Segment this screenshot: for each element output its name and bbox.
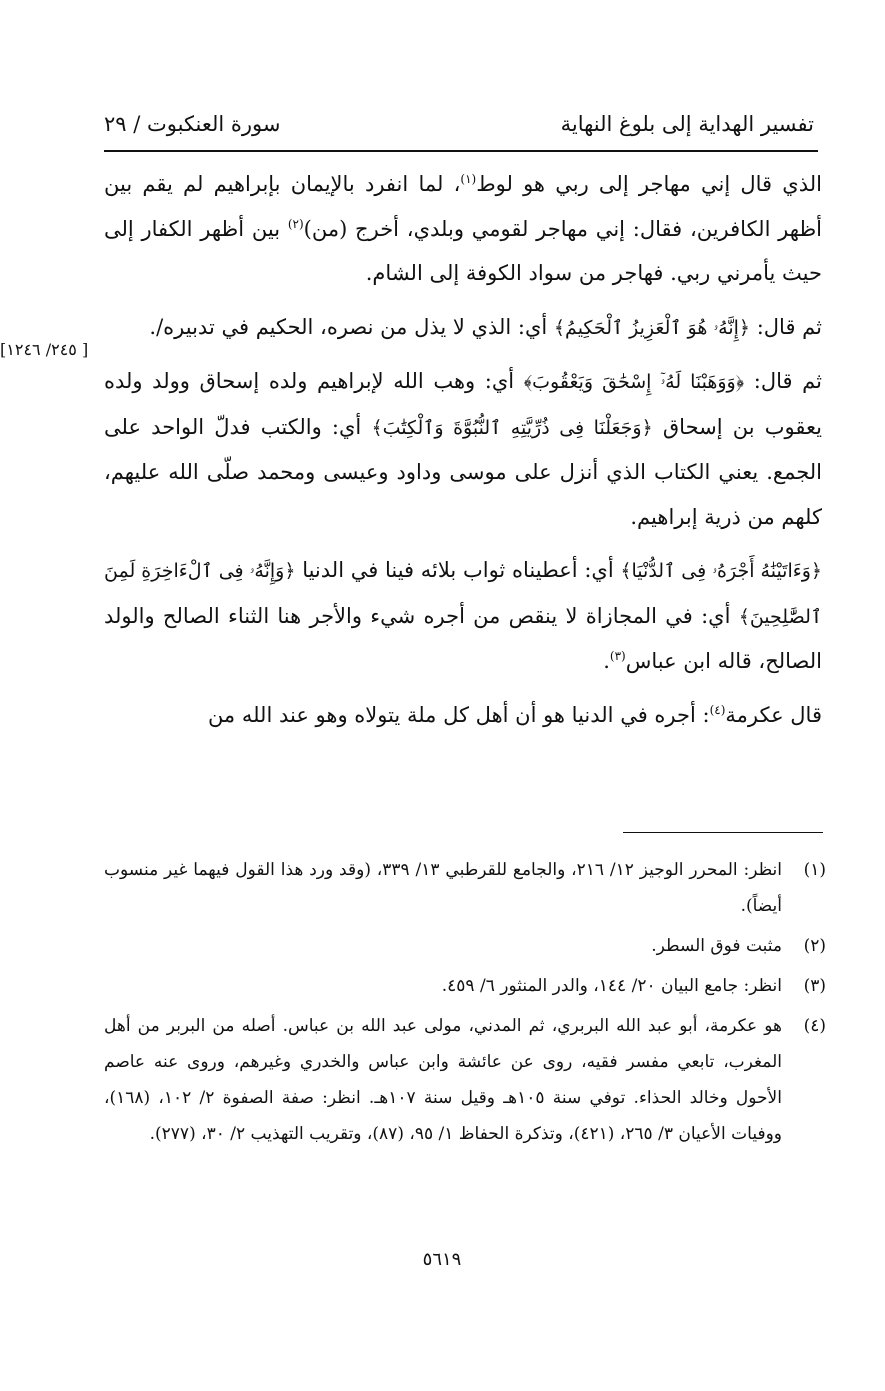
- quran-verse: ﴿إِنَّهُۥ هُوَ ٱلْعَزِيزُ ٱلْحَكِيمُ﴾: [553, 316, 751, 339]
- footnote: [104, 852, 826, 924]
- margin-reference: [ ٢٤٥/ ١٢٤٦]: [0, 340, 89, 359]
- footnote-text: هو عكرمة، أبو عبد الله البربري، ثم المدني، مولى عبد الله بن عباس. أصله من البربر من أهل المغرب، تابعي مفسر فقيه، روى عن عائشة وابن عباس والخدري وغيرهم، وروى عنه عاصم الأحول وخالد الحذاء. توفي سنة ١٠٥هـ وقيل سنة ١٠٧هـ. انظر: صفة الصفوة ٢/ ١٠٢، (١٦٨)، ووفيات الأعيان ٣/ ٢٦٥، (٤٢١)، وتذكرة الحفاظ ١/ ٩٥، (٨٧)، وتقريب التهذيب ٢/ ٣٠، (٢٧٧).: [104, 1016, 782, 1144]
- quran-verse: ﴿وَوَهَبْنَا لَهُۥٓ إِسْحَٰقَ وَيَعْقُوبَ﴾: [523, 371, 745, 393]
- footnote: [104, 968, 826, 1004]
- page-number: ٥٦١٩: [422, 1249, 462, 1270]
- paragraph: ثم قال: ﴿وَوَهَبْنَا لَهُۥٓ إِسْحَٰقَ وَيَعْقُوبَ﴾ أي: وهب الله لإبراهيم ولده إسحاق وولد ولده يعقوب بن إسحاق ﴿وَجَعَلْنَا فِى ذُرِّيَّتِهِ ٱلنُّبُوَّةَ وَٱلْكِتَٰبَ﴾ أي: والكتب فدلّ الواحد على الجمع. يعني الكتاب الذي أنزل على موسى وداود وعيسى ومحمد صلّى الله عليهم، كلهم من ذرية إبراهيم.: [104, 369, 822, 529]
- paragraph: ثم قال: ﴿إِنَّهُۥ هُوَ ٱلْعَزِيزُ ٱلْحَكِيمُ﴾ أي: الذي لا يذل من نصره، الحكيم في تدبيره/.: [149, 314, 822, 339]
- footnote-text: انظر: جامع البيان ٢٠/ ١٤٤، والدر المنثور ٦/ ٤٥٩.: [441, 976, 782, 996]
- paragraph: ﴿وَءَاتَيْنَٰهُ أَجْرَهُۥ فِى ٱلدُّنْيَا﴾ أي: أعطيناه ثواب بلائه فينا في الدنيا ﴿وَإِنَّهُۥ فِى ٱلْءَاخِرَةِ لَمِنَ ٱلصَّٰلِحِينَ﴾ أي: في المجازاة لا ينقص من أجره شيء والأجر هنا الثناء الصالح والولد الصالح، قاله ابن عباس$^{(٣)}$.: [104, 558, 822, 673]
- surah-title: سورة العنكبوت / ٢٩: [104, 112, 281, 137]
- paragraph: قال عكرمة$^{(٤)}$: أجره في الدنيا هو أن أهل كل ملة يتولاه وهو عند الله من: [207, 702, 822, 727]
- book-title: تفسير الهداية إلى بلوغ النهاية: [560, 112, 814, 137]
- footnote-text: مثبت فوق السطر.: [651, 936, 782, 956]
- quran-verse: ﴿وَجَعَلْنَا فِى ذُرِّيَّتِهِ ٱلنُّبُوَّةَ وَٱلْكِتَٰبَ﴾: [371, 416, 653, 439]
- quran-verse: ﴿وَءَاتَيْنَٰهُ أَجْرَهُۥ فِى ٱلدُّنْيَا﴾: [620, 560, 822, 582]
- footnotes: [104, 852, 826, 1156]
- footnote-number: (٣): [803, 976, 826, 996]
- footnote-number: (٤): [803, 1016, 826, 1036]
- footnote-marker: (٣): [609, 649, 626, 663]
- header-rule: [104, 150, 818, 152]
- footnote-marker: (١): [460, 172, 477, 186]
- quran-verse: ﴿وَإِنَّهُۥ فِى ٱلْءَاخِرَةِ لَمِنَ ٱلصَّٰلِحِينَ﴾: [104, 560, 822, 628]
- main-text: [104, 162, 822, 746]
- running-header: [104, 104, 814, 146]
- footnote-rule: [623, 832, 823, 833]
- footnote-number: (٢): [803, 936, 826, 956]
- footnote-text: انظر: المحرر الوجيز ١٢/ ٢١٦، والجامع للقرطبي ١٣/ ٣٣٩، (وقد ورد هذا القول فيهما غير منسوب أيضاً).: [104, 860, 782, 916]
- footnote-marker: (٢): [287, 216, 304, 231]
- footnote: [104, 1008, 826, 1152]
- footnote: [104, 928, 826, 964]
- paragraph: الذي قال إني مهاجر إلى ربي هو لوط$^{(١)}$، لما انفرد بالإيمان بإبراهيم لم يقم بين أظهر الكافرين، فقال: إني مهاجر لقومي وبلدي، أخرج (من)$^{(٢)}$ بين أظهر الكفار إلى حيث يأمرني ربي. فهاجر من سواد الكوفة إلى الشام.: [104, 172, 822, 285]
- footnote-number: (١): [803, 860, 826, 880]
- footnote-marker: (٤): [709, 702, 726, 717]
